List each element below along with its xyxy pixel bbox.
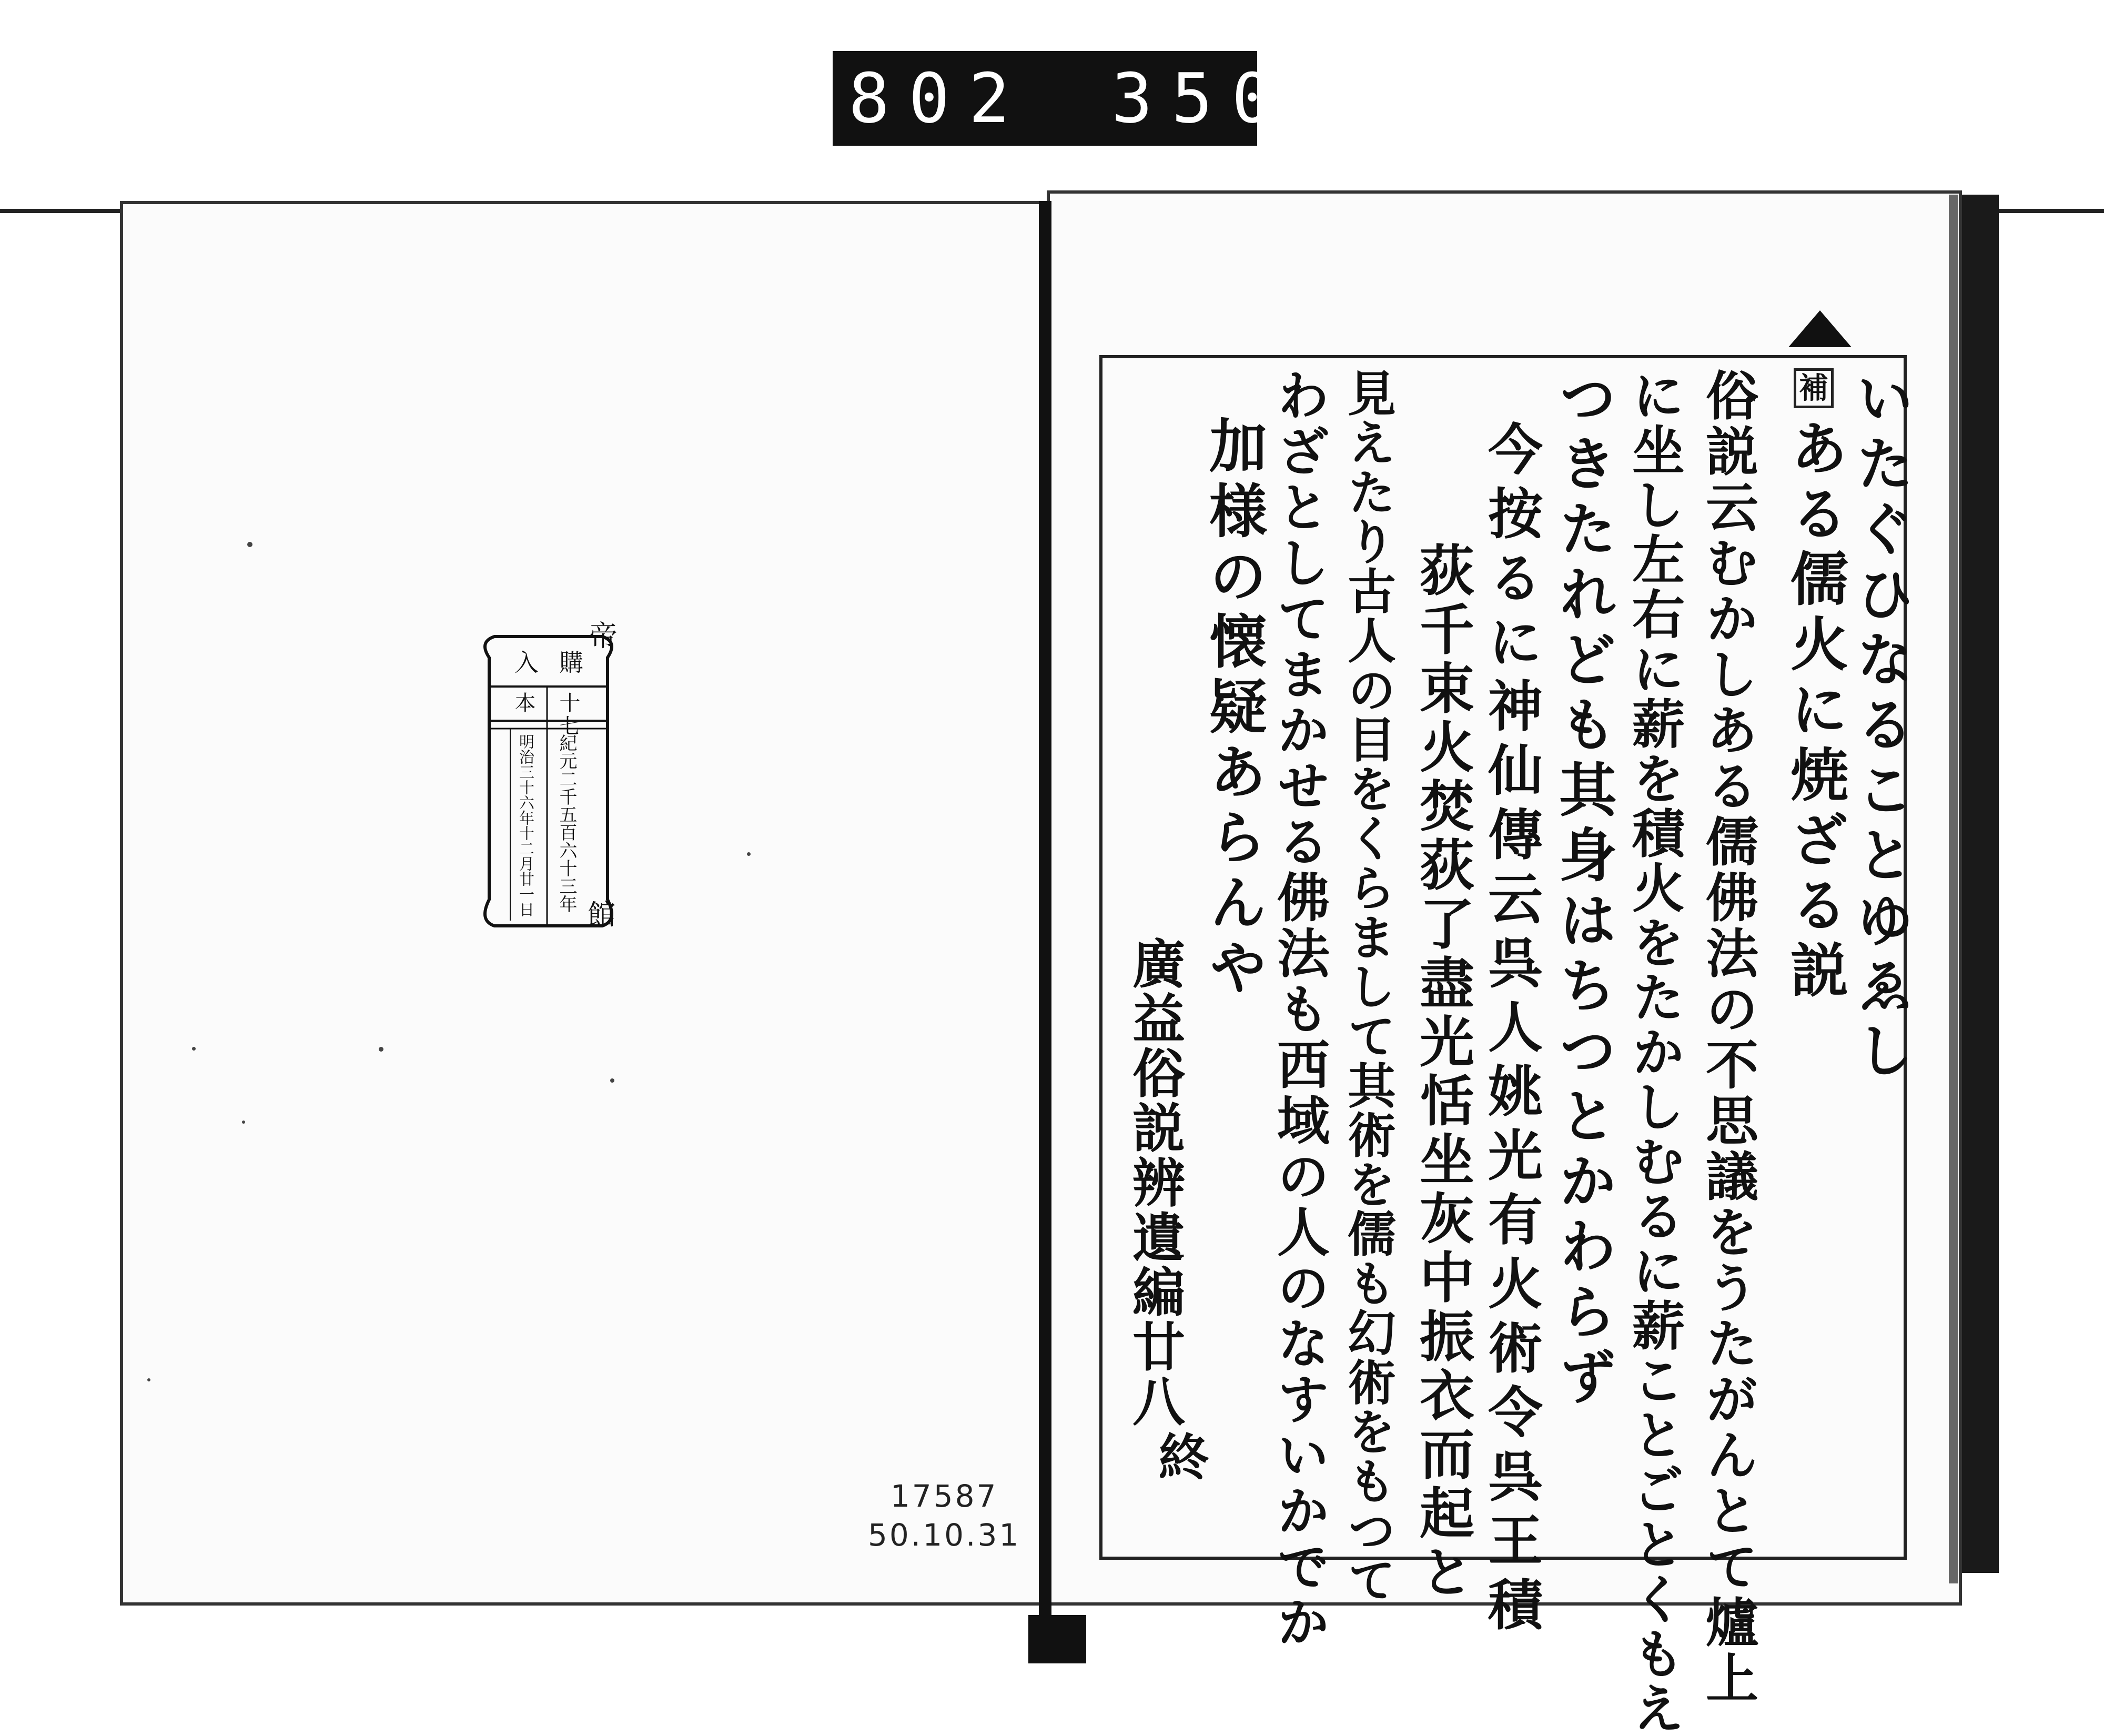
stamp-volume-count: 十七 (556, 692, 580, 738)
text-column: 俗説云むかしある儒佛法の不思議をうたがんとて爐上 (1697, 368, 1759, 1707)
stamp-bottom-mark: 館 (583, 900, 616, 930)
text-column: 荻千束火焚荻了盡光恬坐灰中振衣而起と (1410, 542, 1475, 1602)
stamp-header-entry: 入 (511, 650, 539, 676)
book-spine (1039, 201, 1051, 1663)
spine-foot (1028, 1615, 1086, 1663)
reel-number: 802 (848, 58, 1029, 138)
library-acquisition-stamp (473, 621, 623, 936)
text-column: に坐し左右に薪を積火をたかしむるに薪ことごとくもえ (1623, 368, 1685, 1736)
end-mark: 終 (1150, 1431, 1210, 1481)
stamp-header-purchase: 購 (555, 650, 584, 676)
stamp-volume-label: 本 (511, 692, 535, 715)
page-edge-shadow (1949, 195, 1958, 1583)
accession-date: 50.10.31 (868, 1517, 1021, 1553)
accession-number: 17587 (890, 1478, 998, 1514)
text-column: 今按るに神仙傳云呉人姚光有火術令呉王積 (1479, 421, 1543, 1640)
text-column: 見えたり古人の目をくらまして其術を儒も幻術をもつて (1340, 368, 1397, 1604)
text-column: ある儒火に焼ざる説 (1781, 418, 1849, 1005)
stamp-imperial-year: 紀元二千五百六十三年 (556, 734, 577, 913)
frame-number: 350. (1111, 58, 1352, 138)
text-column: 加様の懐疑あらんや (1200, 416, 1268, 1003)
page-corner-marker (1788, 310, 1852, 347)
stamp-meiji-date: 明治三十六年十二月廿一日 (517, 734, 535, 917)
text-column: つきたれども其身はちつとかわらず (1550, 368, 1617, 1412)
stamp-top-mark: 帝 (584, 621, 618, 651)
microfilm-reel-label (833, 51, 1352, 146)
volume-title: 廣益俗説辨遺編廿八 (1124, 936, 1186, 1429)
text-column: わざとしてまかせる佛法も西域の人のなすいかでか (1268, 368, 1330, 1651)
book-edge (1962, 195, 1999, 1573)
supplement-box-label: 補 (1794, 368, 1834, 408)
text-column: いたぐひなることゆゑし (1847, 368, 1915, 1086)
accession-label (868, 1478, 1020, 1553)
